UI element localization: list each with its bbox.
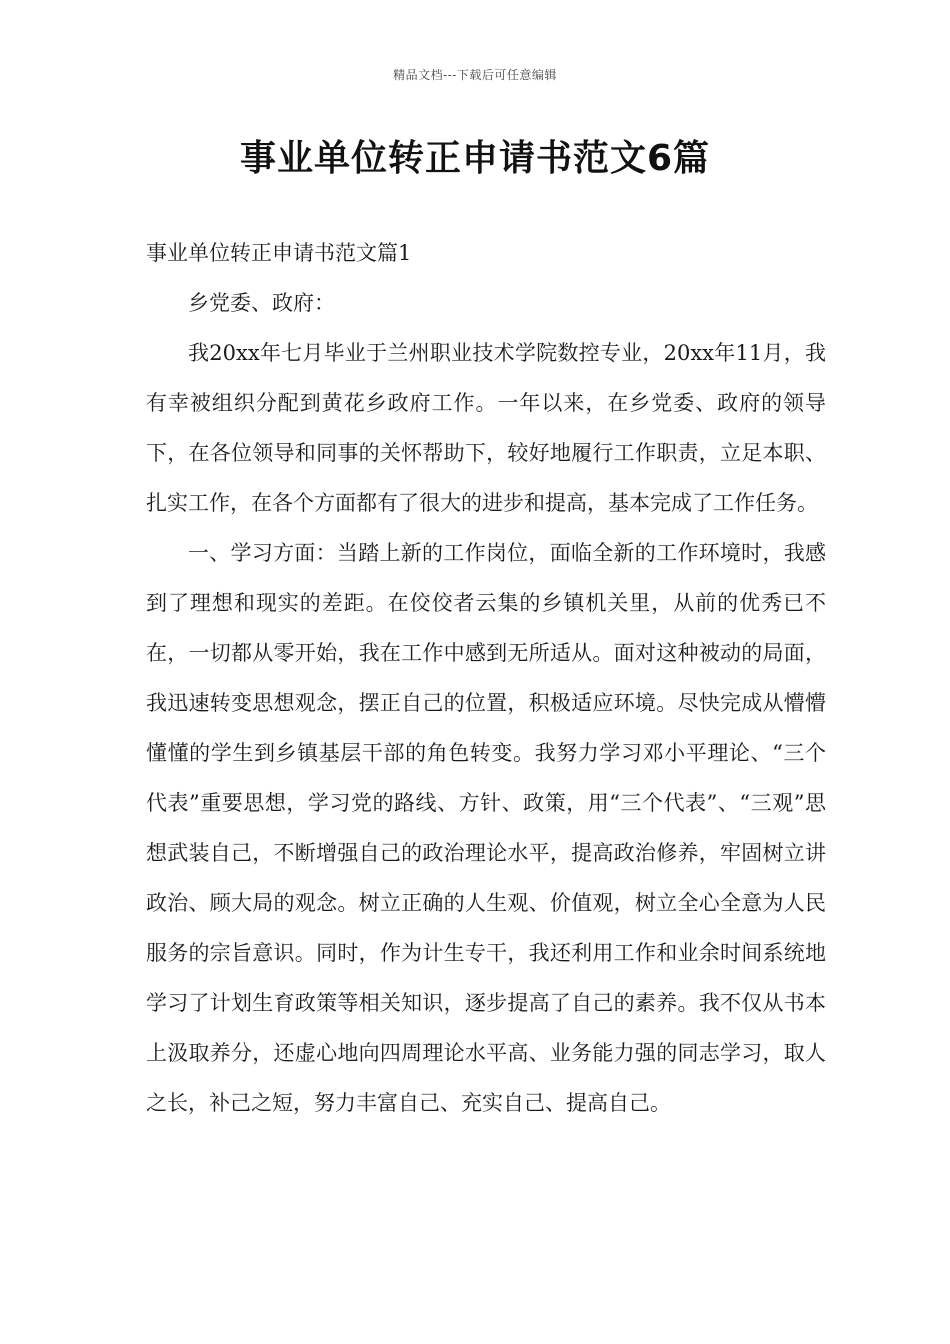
document-title: 事业单位转正申请书范文6篇 [239,138,711,179]
header-note: 精品文档---下载后可任意编辑 [393,68,557,82]
salutation: 乡党委、政府： [188,291,335,315]
paragraph-study: 一、学习方面：当踏上新的工作岗位，面临全新的工作环境时，我感到了理想和现实的差距。在佼佼者云集的乡镇机关里，从前的优秀已不在，一切都从零开始，我在工作中感到无所适从。面对这种被动的局面，我迅速转变思想观念，摆正自己的位置，积极适应环境。尽快完成从懵懵懂懂的学生到乡镇基层干部的角色转变。我努力学习邓小平理论、“三个代表”重要思想，学习党的路线、方针、政策，用“三个代表”、“三观”思想武装自己，不断增强自己的政治理论水平，提高政治修养，牢固树立讲政治、顾大局的观念。树立正确的人生观、价值观，树立全心全意为人民服务的宗旨意识。同时，作为计生专干，我还利用工作和业余时间系统地学习了计划生育政策等相关知识，逐步提高了自己的素养。我不仅从书本上汲取养分，还虚心地向四周理论水平高、业务能力强的同志学习，取人之长，补己之短，努力丰富自己、充实自己、提高自己。 [146,541,826,1115]
section-heading: 事业单位转正申请书范文篇1 [146,241,412,265]
document-body [146,228,826,1128]
paragraph-intro: 我20xx年七月毕业于兰州职业技术学院数控专业，20xx年11月，我有幸被组织分配到黄花乡政府工作。一年以来，在乡党委、政府的领导下，在各位领导和同事的关怀帮助下，较好地履行工作职责，立足本职、扎实工作，在各个方面都有了很大的进步和提高，基本完成了工作任务。 [146,341,826,515]
